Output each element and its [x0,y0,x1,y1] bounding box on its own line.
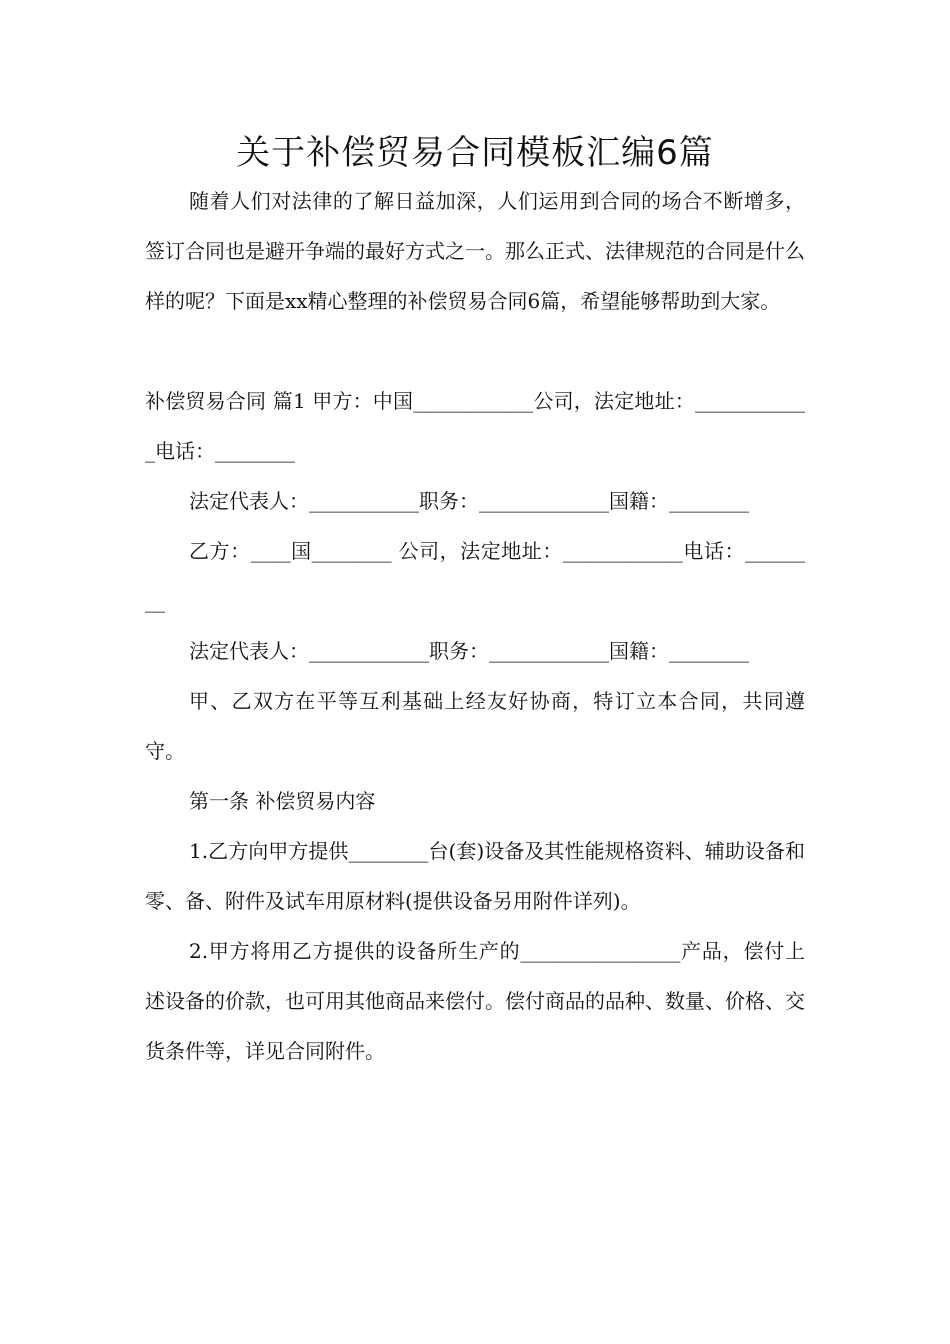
document-title: 关于补偿贸易合同模板汇编6篇 [236,133,714,173]
party-a-heading: 补偿贸易合同 篇1 甲方：中国____________公司，法定地址：____________电话：________ [145,389,805,463]
article-one-item-1: 1.乙方向甲方提供________台(套)设备及其性能规格资料、辅助设备和零、备、附件及试车用原材料(提供设备另用附件详列)。 [145,839,805,913]
party-b-heading: 乙方：____国________ 公司，法定地址：____________电话：________ [145,539,805,613]
paragraph-gap [145,326,805,376]
intro-paragraph: 随着人们对法律的了解日益加深，人们运用到合同的场合不断增多，签订合同也是避开争端的最好方式之一。那么正式、法律规范的合同是什么样的呢？下面是xx精心整理的补偿贸易合同6篇，希望能够帮助到大家。 [145,189,805,313]
document-body [145,176,805,1076]
article-one-item-2: 2.甲方将用乙方提供的设备所生产的________________产品，偿付上述设备的价款，也可用其他商品来偿付。偿付商品的品种、数量、价格、交货条件等，详见合同附件。 [145,939,805,1063]
agreement-statement: 甲、乙双方在平等互利基础上经友好协商，特订立本合同，共同遵守。 [145,689,805,763]
party-a-representative: 法定代表人：___________职务：_____________国籍：________ [189,489,749,513]
article-one-heading: 第一条 补偿贸易内容 [189,789,376,813]
party-b-representative: 法定代表人：____________职务：____________国籍：________ [189,639,749,663]
